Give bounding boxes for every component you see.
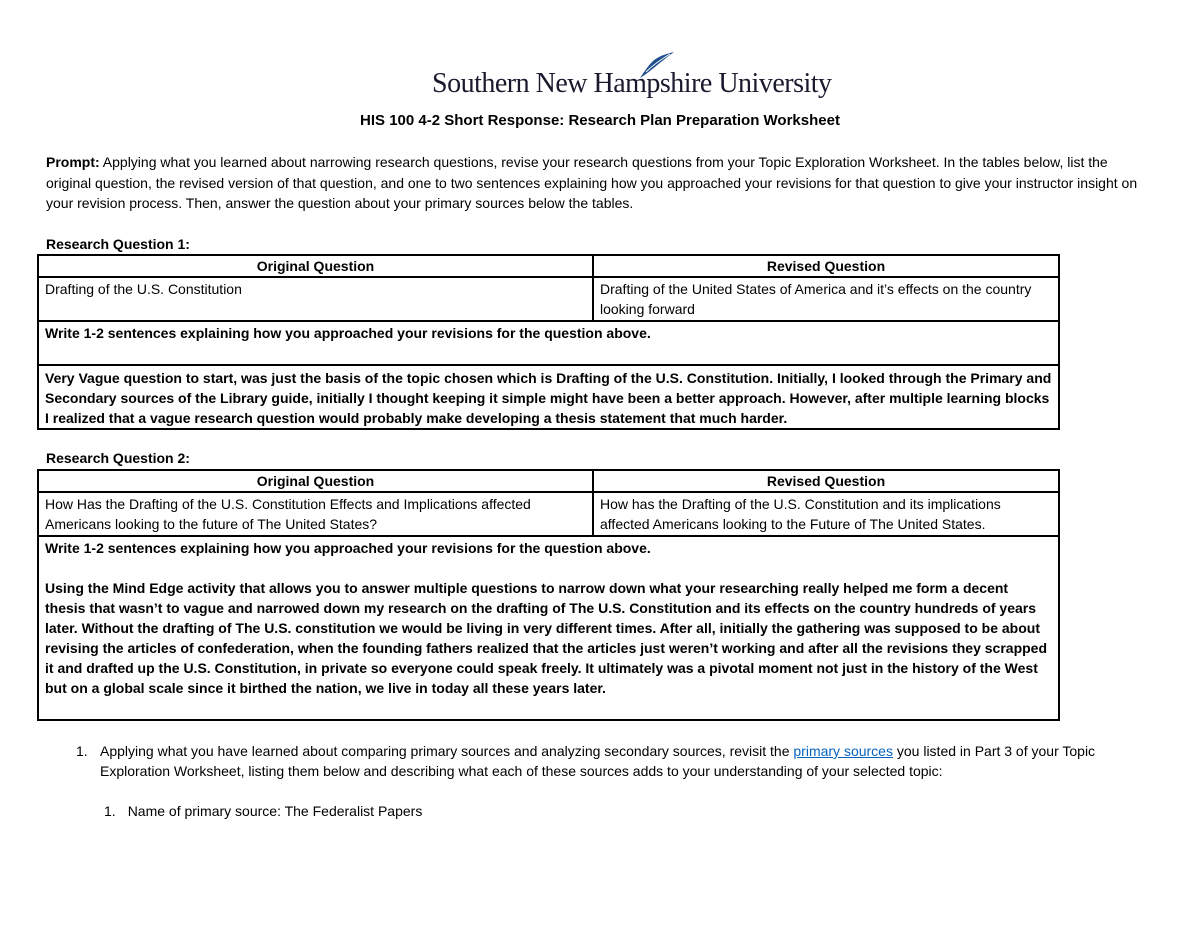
page-title: HIS 100 4-2 Short Response: Research Plan Preparation Worksheet	[360, 112, 840, 129]
original-question-cell: How Has the Drafting of the U.S. Constitution Effects and Implications affected Americans looking to the future of The United States?	[38, 492, 593, 536]
snhu-logo	[430, 50, 832, 108]
explain-prompt: Write 1-2 sentences explaining how you approached your revisions for the question above.	[45, 540, 651, 556]
explanation-text: Using the Mind Edge activity that allows you to answer multiple questions to narrow down what your researching really helped me form a decent thesis that wasn’t to vague and narrowed down my research on the drafting of The U.S. Constitution and its effects on the country hundreds of years later. Without the drafting of The U.S. constitution we would be living in very different times. After all, initially the gathering was supposed to be about revising the articles of confederation, when the founding fathers realized that the articles just weren’t working and after all the revisions they scrapped it and drafted up the U.S. Constitution, in private so everyone could speak freely. It ultimately was a pivotal moment not just in the history of the West but on a global scale since it birthed the nation, we live in today all these years later.	[45, 580, 1048, 696]
revised-question-header: Revised Question	[593, 470, 1059, 492]
research-question-1-table	[37, 254, 1060, 430]
primary-source-text: Name of primary source: The Federalist Papers	[127, 803, 423, 819]
research-question-1-label: Research Question 1:	[46, 236, 190, 252]
question-1	[76, 741, 1166, 781]
primary-sources-link[interactable]: primary sources	[793, 743, 893, 759]
revised-question-header: Revised Question	[593, 255, 1059, 277]
primary-source-item	[104, 803, 422, 819]
question-1-text-after: you listed in Part 3 of your Topic Exploration Worksheet, listing them below and describing what each of these sources adds to your understanding of your selected topic:	[100, 743, 1096, 779]
question-1-text-before: Applying what you have learned about comparing primary sources and analyzing secondary sources, revisit the	[100, 743, 794, 759]
revised-question-cell: How has the Drafting of the U.S. Constitution and its implications affected Americans looking to the Future of The United States.	[593, 492, 1059, 536]
original-question-header: Original Question	[38, 470, 593, 492]
explanation-cell: Very Vague question to start, was just the basis of the topic chosen which is Drafting of the U.S. Constitution. Initially, I looked through the Primary and Secondary sources of the Library guide, initially I thought keeping it simple might have been a better approach. However, after multiple learning blocks I realized that a vague research question would probably make developing a thesis statement that much harder.	[38, 365, 1059, 429]
prompt-paragraph	[46, 152, 1146, 214]
prompt-label: Prompt:	[46, 154, 100, 170]
revised-question-cell: Drafting of the United States of America and it’s effects on the country looking forward	[593, 277, 1059, 321]
primary-source-number: 1.	[104, 803, 116, 819]
research-question-2-table	[37, 469, 1060, 721]
original-question-cell: Drafting of the U.S. Constitution	[38, 277, 593, 321]
research-question-2-label: Research Question 2:	[46, 450, 190, 466]
explain-prompt-cell: Write 1-2 sentences explaining how you approached your revisions for the question above.	[38, 321, 1059, 365]
logo-text: Southern New Hampshire University	[432, 68, 832, 99]
explanation-cell	[38, 536, 1059, 720]
prompt-text: Applying what you learned about narrowing research questions, revise your research questions from your Topic Exploration Worksheet. In the tables below, list the original question, the revised version of that question, and one to two sentences explaining how you approached your revisions for that question to give your instructor insight on your revision process. Then, answer the question about your primary sources below the tables.	[46, 154, 1138, 211]
original-question-header: Original Question	[38, 255, 593, 277]
question-1-number: 1.	[76, 743, 88, 759]
question-1-text	[100, 741, 1166, 781]
